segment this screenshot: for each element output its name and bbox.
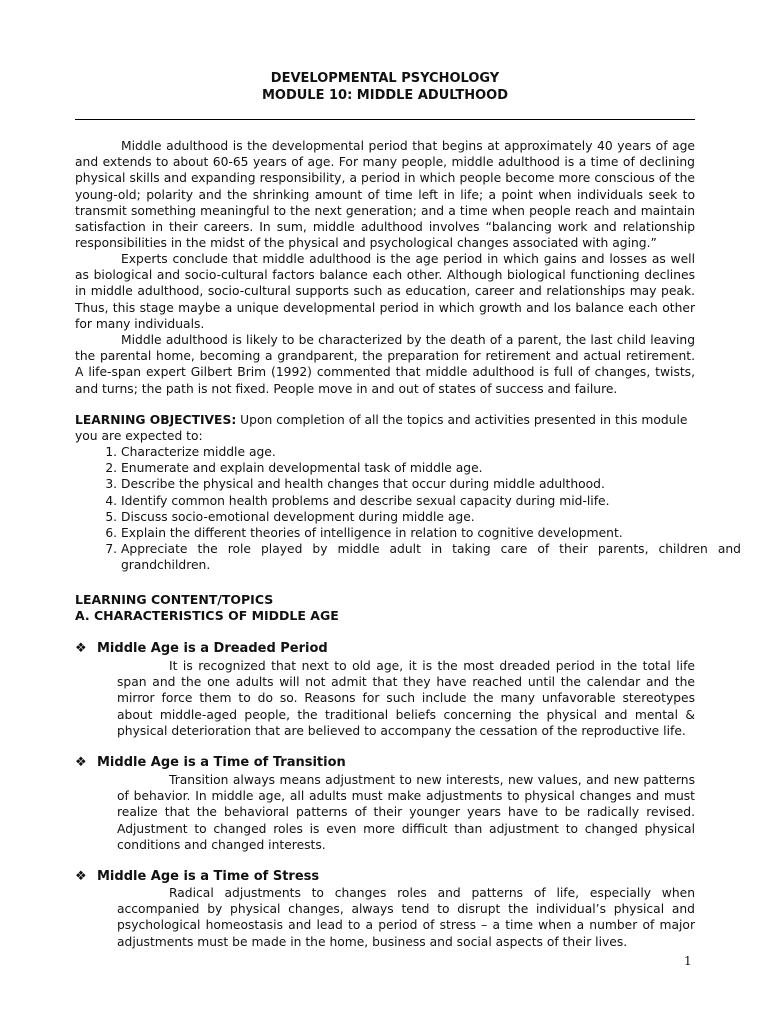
section-title-time-of-stress: ❖ Middle Age is a Time of Stress [75,869,320,884]
objective-item: 5. Discuss socio-emotional development during middle age. [121,509,741,525]
document-title: DEVELOPMENTAL PSYCHOLOGY [270,71,500,86]
header-divider [75,119,695,120]
objective-item: 1. Characterize middle age. [121,444,741,460]
section-body-time-of-stress: Radical adjustments to changes roles and patterns of life, especially when accompanied by physical changes, always tend to disrupt the individual’s physical and psychological homeostasis and lead to a period of stress – a time when a number of major adjustments must be made in the home, business and social aspects of their lives. [117,886,695,949]
learning-content-heading: LEARNING CONTENT/TOPICS [75,592,274,607]
objective-item: 3. Describe the physical and health changes that occur during middle adulthood. [121,476,741,492]
section-title-dreaded-period: ❖ Middle Age is a Dreaded Period [75,641,328,656]
learning-objectives-label: LEARNING OBJECTIVES: [75,413,237,427]
objective-item: 7. Appreciate the role played by middle adult in taking care of their parents, children and grandchildren. [121,541,741,573]
characteristics-heading: A. CHARACTERISTICS OF MIDDLE AGE [75,608,339,623]
section-body-time-of-transition: Transition always means adjustment to new interests, new values, and new patterns of behavior. In middle age, all adults must make adjustments to physical changes and must realize that the behavioral patterns of their younger years have to be radically revised. Adjustment to changed roles is even more difficult than adjustment to changed physical conditions and changed interests. [117,773,695,852]
page-number: 1 [684,954,692,968]
objective-item: 4. Identify common health problems and describe sexual capacity during mid-life. [121,493,741,509]
diamond-bullet-icon: ❖ [75,755,87,770]
objective-item: 6. Explain the different theories of intelligence in relation to cognitive development. [121,525,741,541]
learning-objectives-lead: Upon completion of all the topics and activities presented in this module you are expected to: [75,413,688,444]
learning-objectives-list [75,444,741,574]
diamond-bullet-icon: ❖ [75,869,87,884]
section-body-dreaded-period: It is recognized that next to old age, it is the most dreaded period in the total life span and the one adults will not admit that they have reached until the calendar and the mirror force them to do so. Reasons for such include the many unfavorable stereotypes about middle-aged people, the traditional beliefs concerning the physical and mental & physical deterioration that are believed to accompany the cessation of the reproductive life. [117,659,695,738]
section-title-time-of-transition: ❖ Middle Age is a Time of Transition [75,755,346,770]
intro-paragraph-1: Middle adulthood is the developmental period that begins at approximately 40 years of age and extends to about 60-65 years of age. For many people, middle adulthood is a time of declining physical skills and expanding responsibility, a period in which people become more conscious of the young-old; polarity and the shrinking amount of time left in life; a point when individuals seek to transmit something meaningful to the next generation; and a time when people reach and maintain satisfaction in their careers. In sum, middle adulthood involves “balancing work and relationship responsibilities in the midst of the physical and psychological changes associated with aging.” [75,139,695,251]
diamond-bullet-icon: ❖ [75,641,87,656]
learning-objectives-intro [75,412,695,444]
intro-paragraph-2: Experts conclude that middle adulthood is the age period in which gains and losses as well as biological and socio-cultural factors balance each other. Although biological functioning declines in middle adulthood, socio-cultural supports such as education, career and relationships may peak. Thus, this stage maybe a unique developmental period in which growth and los balance each other for many individuals. [75,252,695,331]
intro-paragraph-3: Middle adulthood is likely to be characterized by the death of a parent, the last child leaving the parental home, becoming a grandparent, the preparation for retirement and actual retirement. A life-span expert Gilbert Brim (1992) commented that middle adulthood is full of changes, twists, and turns; the path is not fixed. People move in and out of states of success and failure. [75,333,695,396]
module-title: MODULE 10: MIDDLE ADULTHOOD [261,88,509,103]
objective-item: 2. Enumerate and explain developmental task of middle age. [121,460,741,476]
